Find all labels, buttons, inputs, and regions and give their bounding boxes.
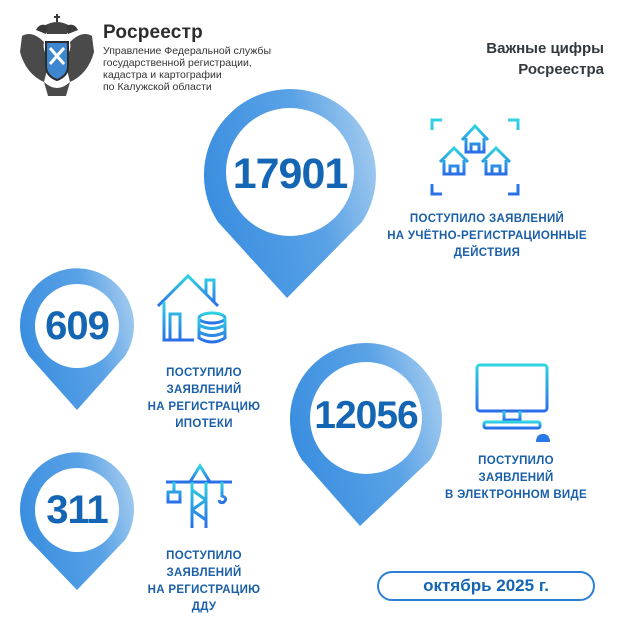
caption-line: ДДУ bbox=[191, 601, 217, 613]
caption-line: ПОСТУПИЛО bbox=[166, 550, 242, 562]
org-subtitle-line: кадастра и картографии bbox=[103, 69, 222, 81]
stat-caption-ddu bbox=[140, 548, 268, 616]
org-subtitle-line: Управление Федеральной службы bbox=[103, 45, 271, 57]
stat-value-ddu: 311 bbox=[46, 488, 108, 532]
caption-line: ИПОТЕКИ bbox=[175, 418, 233, 430]
caption-line: ПОСТУПИЛО bbox=[478, 455, 554, 467]
org-subtitle-line: по Калужской области bbox=[103, 81, 212, 93]
caption-line: ЗАЯВЛЕНИЙ bbox=[478, 472, 554, 484]
caption-line: ДЕЙСТВИЯ bbox=[453, 247, 521, 259]
caption-line: ЗАЯВЛЕНИЙ bbox=[166, 567, 242, 579]
caption-line: ПОСТУПИЛО bbox=[166, 367, 242, 379]
caption-line: НА РЕГИСТРАЦИЮ bbox=[147, 401, 261, 413]
org-name: Росреестр bbox=[103, 22, 203, 43]
stat-value-applications: 17901 bbox=[232, 150, 348, 198]
org-subtitle-line: государственной регистрации, bbox=[103, 57, 252, 69]
caption-line: В ЭЛЕКТРОННОМ ВИДЕ bbox=[445, 489, 587, 501]
stat-value-mortgage: 609 bbox=[45, 304, 109, 348]
page-title-line: Росреестра bbox=[518, 61, 604, 78]
period-badge: октябрь 2025 г. bbox=[377, 571, 595, 601]
caption-line: НА РЕГИСТРАЦИЮ bbox=[147, 584, 261, 596]
caption-line: НА УЧЁТНО-РЕГИСТРАЦИОННЫЕ bbox=[387, 230, 587, 242]
caption-line: ЗАЯВЛЕНИЙ bbox=[166, 384, 242, 396]
stat-value-electronic: 12056 bbox=[314, 394, 418, 437]
caption-line: ПОСТУПИЛО ЗАЯВЛЕНИЙ bbox=[409, 213, 565, 225]
page-title-line: Важные цифры bbox=[486, 40, 604, 57]
crane-icon bbox=[164, 462, 236, 536]
